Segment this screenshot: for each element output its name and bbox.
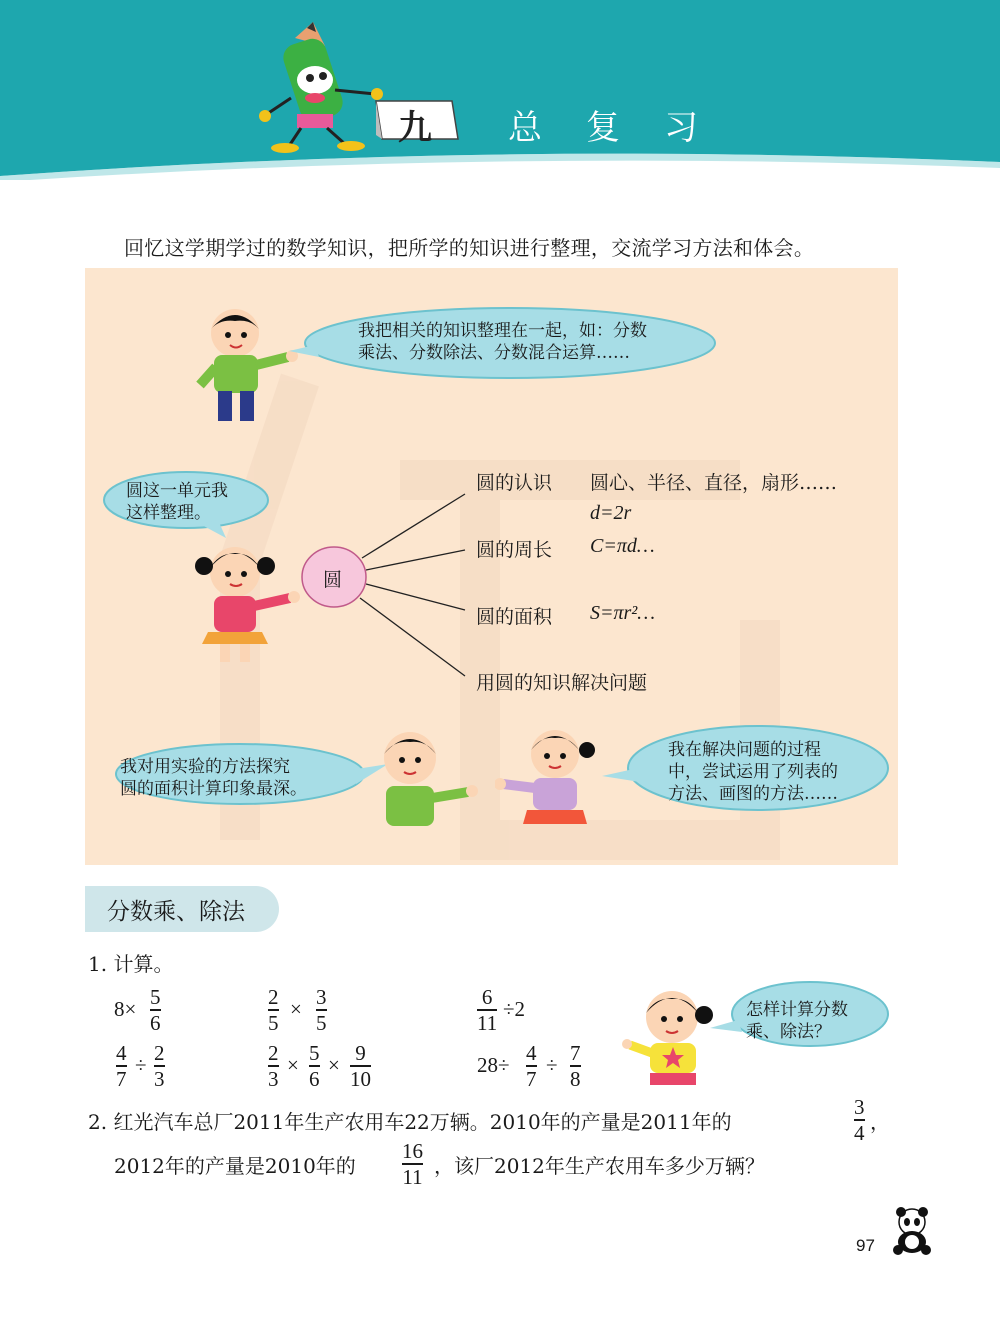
q2-comma: ， [870,1110,890,1134]
intro-text: 回忆这学期学过的数学知识，把所学的知识进行整理，交流学习方法和体会。 [124,236,815,260]
operator: × [328,1053,340,1077]
bubble-girl-bottom-line3: 方法、画图的方法…… [668,784,838,804]
q1-bubble-line2: 乘、除法？ [746,1022,831,1042]
fraction: 16 11 [402,1139,423,1189]
operator: 28÷ [477,1053,510,1077]
bubble-girl-line1: 圆这一单元我 [126,481,228,501]
girl-figure-icon [190,540,305,670]
section-title: 分数乘、除法 [107,899,245,925]
branch-formula-1: d=2r [590,502,632,524]
bubble-girl-bottom-line1: 我在解决问题的过程 [668,740,821,760]
branch-detail-2: C=πd… [590,535,655,557]
bubble-girl-bottom-line2: 中，尝试运用了列表的 [668,762,838,782]
fraction: 5 6 [150,985,161,1035]
boy-figure-bottom-icon [360,728,485,833]
header-band [0,0,1000,180]
branch-detail-3: S=πr²… [590,602,656,624]
fraction: 2 3 [268,1041,279,1091]
boy-figure-icon [190,305,300,425]
fraction: 2 3 [154,1041,165,1091]
r1e1-whole: 8× [114,997,137,1021]
operator: × [290,997,302,1021]
operator: × [287,1053,299,1077]
pencil-mascot-icon [255,18,385,154]
branch-label-2: 圆的周长 [476,539,553,561]
fraction: 7 8 [570,1041,581,1091]
fraction: 3 4 [854,1095,865,1145]
branch-label-4: 用圆的知识解决问题 [476,672,648,694]
mind-map-center: 圆 [323,569,343,591]
bubble-boy-bottom-line2: 圆的面积计算印象最深。 [120,779,307,799]
q2-line2-end: ，该厂2012年生产农用车多少万辆？ [434,1154,765,1178]
operator: ÷ [546,1053,558,1077]
branch-label-1: 圆的认识 [476,472,553,494]
bubble-boy-top-line1: 我把相关的知识整理在一起，如：分数 [358,321,647,341]
fraction: 4 7 [116,1041,127,1091]
fraction: 3 5 [316,985,327,1035]
bubble-girl-line2: 这样整理。 [126,503,211,523]
q2-line1: 2. 红光汽车总厂2011年生产农用车22万辆。2010年的产量是2011年的 [88,1110,732,1134]
girl-figure-bottom-icon [495,724,605,834]
chapter-number: 九 [398,108,432,148]
operator: ÷ [135,1053,147,1077]
q2-line2-start: 2012年的产量是2010年的 [114,1154,356,1178]
fraction: 6 11 [477,985,498,1035]
branch-detail-1: 圆心、半径、直径，扇形…… [590,472,838,494]
fraction: 4 7 [526,1041,537,1091]
branch-label-3: 圆的面积 [476,606,553,628]
q1-label: 1. 计算。 [88,952,174,976]
fraction: 9 10 [350,1041,371,1091]
bubble-boy-top-line2: 乘法、分数除法、分数混合运算…… [358,343,630,363]
page-number: 97 [856,1236,875,1255]
fraction: 5 6 [309,1041,320,1091]
panda-icon [888,1206,938,1256]
q1-bubble-line1: 怎样计算分数 [746,1000,848,1020]
bubble-boy-bottom-line1: 我对用实验的方法探究 [120,757,290,777]
fraction: 2 5 [268,985,279,1035]
chapter-title: 总复习 [508,108,742,148]
operator: ÷2 [503,997,526,1021]
